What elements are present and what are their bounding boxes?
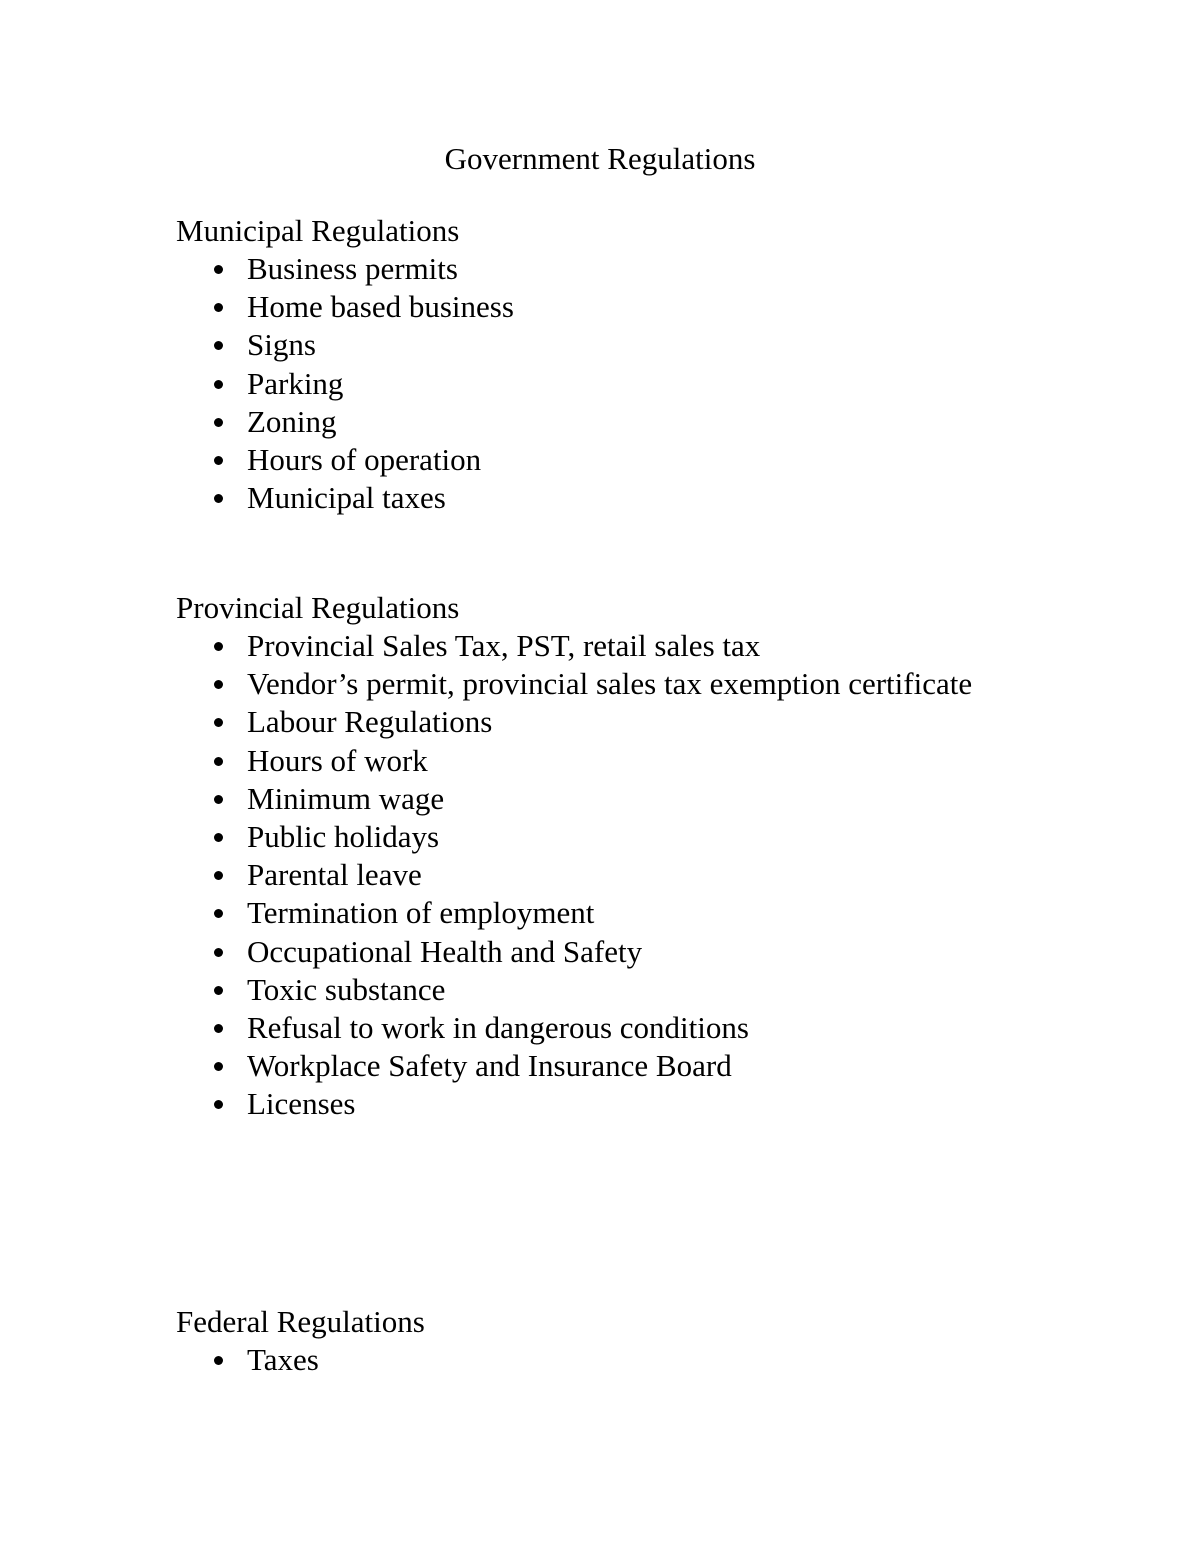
list-item	[176, 933, 1100, 971]
bullet-icon	[214, 456, 223, 465]
list-item-text: Municipal taxes	[247, 480, 446, 516]
list-item-text: Vendor’s permit, provincial sales tax exemption certificate	[247, 666, 973, 702]
bullet-icon	[214, 757, 223, 766]
list-item-text: Signs	[247, 327, 316, 363]
list-item	[176, 1047, 1100, 1085]
list-item	[176, 250, 1100, 288]
list-item	[176, 403, 1100, 441]
bullet-icon	[214, 1062, 223, 1071]
bullet-icon	[214, 1024, 223, 1033]
bullet-list	[176, 250, 1100, 517]
bullet-icon	[214, 265, 223, 274]
section-federal-regulations	[176, 1303, 1100, 1379]
bullet-icon	[214, 718, 223, 727]
list-item-text: Occupational Health and Safety	[247, 933, 643, 969]
bullet-icon	[214, 833, 223, 842]
list-item	[176, 1341, 1100, 1379]
bullet-icon	[214, 871, 223, 880]
list-item-text: Licenses	[247, 1086, 356, 1122]
list-item	[176, 703, 1100, 741]
list-item-text: Parking	[247, 365, 344, 401]
bullet-icon	[214, 680, 223, 689]
bullet-list	[176, 627, 1100, 1123]
list-item	[176, 742, 1100, 780]
bullet-icon	[214, 986, 223, 995]
bullet-icon	[214, 1100, 223, 1109]
bullet-icon	[214, 380, 223, 389]
bullet-icon	[214, 795, 223, 804]
bullet-icon	[214, 494, 223, 503]
list-item	[176, 780, 1100, 818]
section-heading: Municipal Regulations	[176, 213, 460, 248]
bullet-icon	[214, 303, 223, 312]
list-item	[176, 818, 1100, 856]
list-item	[176, 1085, 1100, 1123]
list-item-text: Hours of work	[247, 742, 428, 778]
list-item-text: Zoning	[247, 403, 337, 439]
list-item-text: Termination of employment	[247, 895, 595, 931]
list-item-text: Minimum wage	[247, 780, 445, 816]
list-item-text: Parental leave	[247, 857, 422, 893]
list-item	[176, 971, 1100, 1009]
section-heading: Federal Regulations	[176, 1304, 425, 1339]
list-item	[176, 365, 1100, 403]
section-provincial-regulations	[176, 589, 1100, 1123]
document-title: Government Regulations	[444, 141, 756, 176]
list-item	[176, 441, 1100, 479]
bullet-icon	[214, 909, 223, 918]
list-item	[176, 665, 1100, 703]
list-item-text: Home based business	[247, 289, 514, 325]
list-item-text: Hours of operation	[247, 441, 482, 477]
list-item	[176, 288, 1100, 326]
list-item-text: Provincial Sales Tax, PST, retail sales tax	[247, 628, 761, 663]
list-item-text: Toxic substance	[247, 971, 446, 1007]
list-item-text: Workplace Safety and Insurance Board	[247, 1048, 732, 1084]
list-item	[176, 1009, 1100, 1047]
bullet-icon	[214, 948, 223, 957]
list-item-text: Business permits	[247, 251, 458, 286]
list-item	[176, 856, 1100, 894]
list-item	[176, 894, 1100, 932]
list-item	[176, 479, 1100, 517]
list-item	[176, 326, 1100, 364]
bullet-icon	[214, 1356, 223, 1365]
bullet-icon	[214, 418, 223, 427]
list-item-text: Taxes	[247, 1342, 319, 1377]
bullet-icon	[214, 642, 223, 651]
list-item-text: Labour Regulations	[247, 704, 493, 740]
list-item-text: Refusal to work in dangerous conditions	[247, 1009, 749, 1045]
list-item	[176, 627, 1100, 665]
section-heading: Provincial Regulations	[176, 590, 460, 625]
list-item-text: Public holidays	[247, 818, 440, 854]
section-municipal-regulations	[176, 212, 1100, 517]
bullet-icon	[214, 341, 223, 350]
bullet-list	[176, 1341, 1100, 1379]
